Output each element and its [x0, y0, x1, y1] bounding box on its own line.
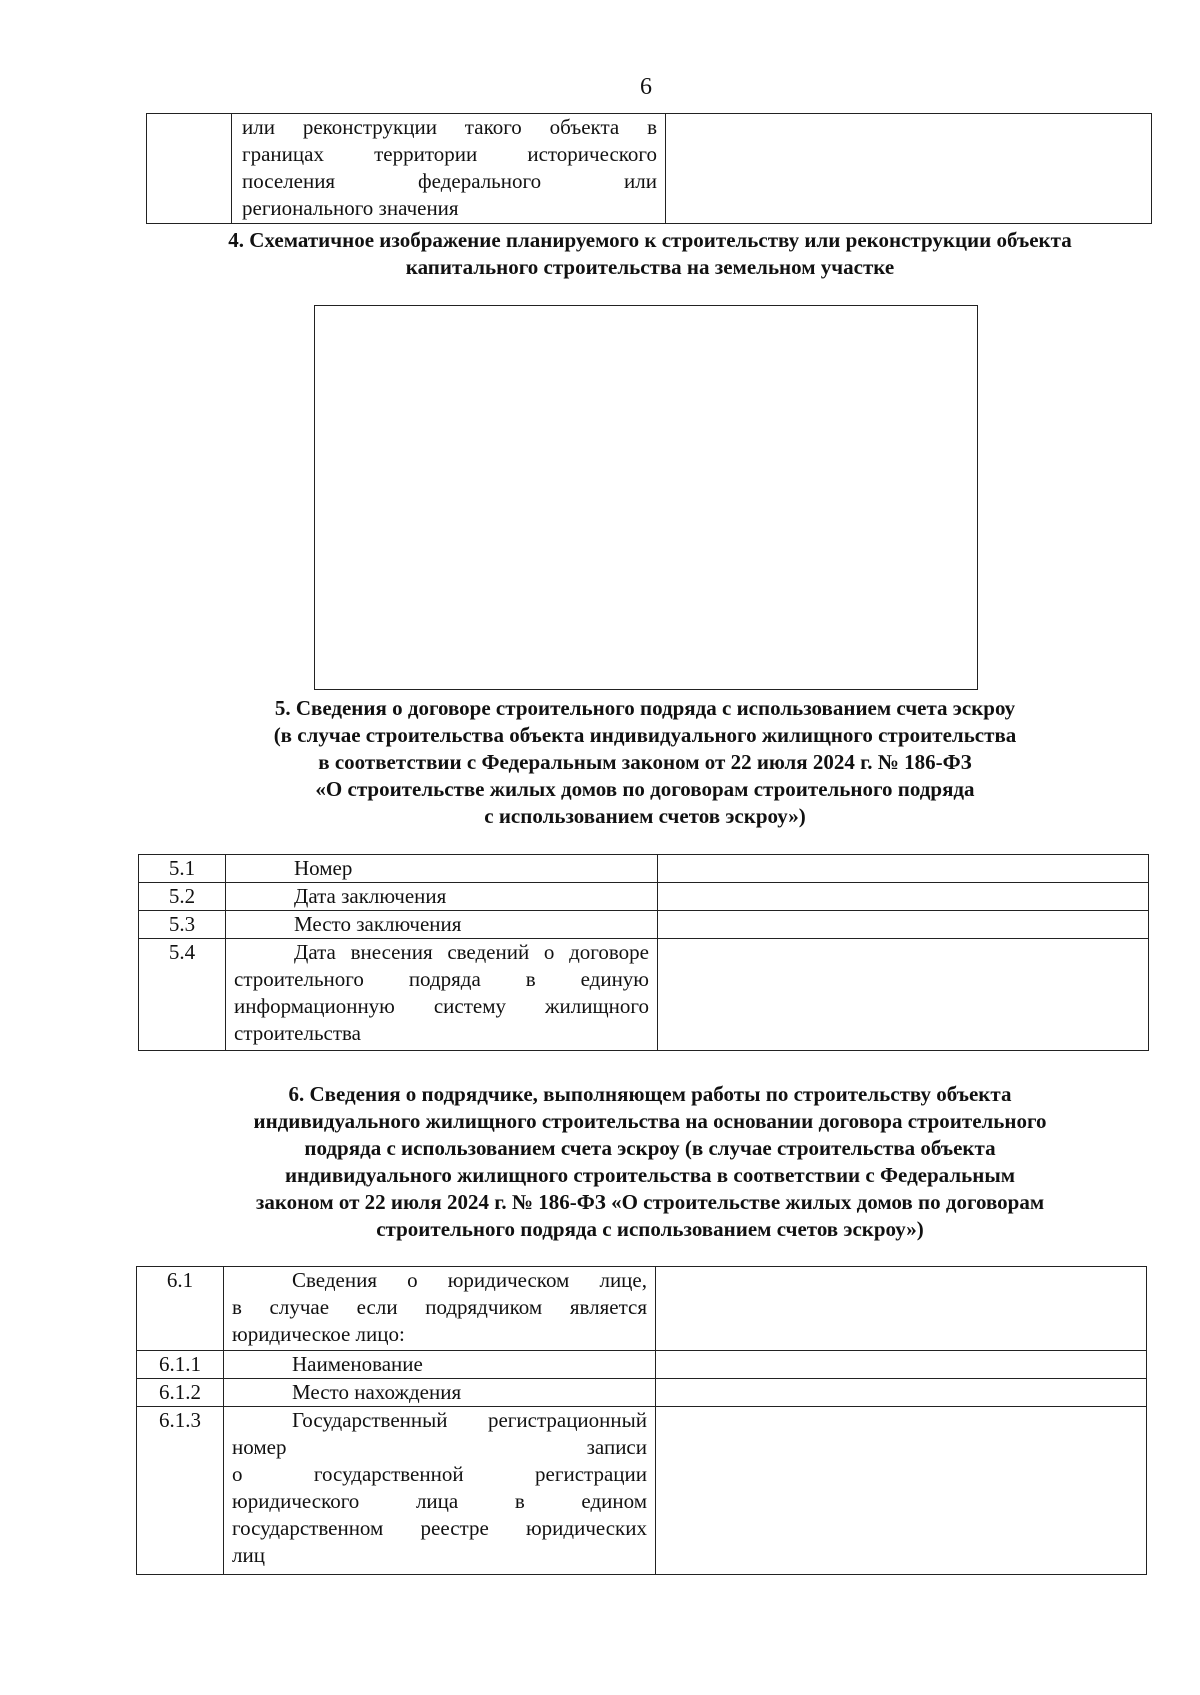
label-line: государственном реестре юридических: [232, 1516, 647, 1540]
section-6-title-line: 6. Сведения о подрядчике, выполняющем работы по строительству объекта: [288, 1082, 1012, 1106]
table-row: [147, 114, 1152, 224]
row-label: [232, 114, 666, 224]
row-number: 5.3: [139, 911, 226, 939]
label-line: или реконструкции такого объекта в: [242, 115, 657, 139]
row-number: [147, 114, 232, 224]
row-value[interactable]: [656, 1407, 1147, 1575]
table-row: [137, 1267, 1147, 1351]
section-6-table: [136, 1266, 1147, 1575]
row-label: Дата заключения: [226, 883, 658, 911]
label-line: юридическое лицо:: [232, 1322, 405, 1346]
section-6-heading: [170, 1081, 1130, 1243]
table-row: [139, 855, 1149, 883]
row-number: 5.1: [139, 855, 226, 883]
row-value[interactable]: [656, 1351, 1147, 1379]
section-6-title-line: индивидуального жилищного строительства на основании договора строительного: [253, 1109, 1047, 1133]
label-line: поселения федерального или: [242, 169, 657, 193]
section-4-title-line: 4. Схематичное изображение планируемого к строительству или реконструкции объекта: [228, 228, 1072, 252]
section-6-title-line: строительного подряда с использованием счетов эскроу»): [376, 1217, 924, 1241]
section-5-title-line: 5. Сведения о договоре строительного подряда с использованием счета эскроу: [274, 696, 1016, 720]
row-value[interactable]: [658, 939, 1149, 1051]
section-5-title-line: с использованием счетов эскроу»): [484, 804, 806, 828]
label-line: Сведения о юридическом лице,: [292, 1268, 647, 1292]
section-6-title-line: законом от 22 июля 2024 г. № 186-ФЗ «О строительстве жилых домов по договорам: [255, 1190, 1045, 1214]
row-label: Место нахождения: [224, 1379, 656, 1407]
label-line: о государственной регистрации: [232, 1462, 647, 1486]
label-line: строительства: [234, 1021, 362, 1045]
table-row: [139, 883, 1149, 911]
row-number: 6.1.1: [137, 1351, 224, 1379]
section-4-title-line: капитального строительства на земельном участке: [405, 255, 895, 279]
label-line: лиц: [232, 1543, 265, 1567]
page-number: 6: [640, 74, 652, 100]
label-line: информационную систему жилищного: [234, 994, 649, 1018]
row-value[interactable]: [658, 855, 1149, 883]
schematic-image-box[interactable]: [314, 305, 978, 690]
label-line: в случае если подрядчиком является: [232, 1295, 647, 1319]
row-value[interactable]: [666, 114, 1152, 224]
section-4-heading: [140, 227, 1160, 281]
label-line: Государственный регистрационный: [292, 1408, 647, 1432]
row-number: 6.1: [137, 1267, 224, 1351]
section-5-title-line: «О строительстве жилых домов по договорам строительного подряда: [315, 777, 975, 801]
label-line: юридического лица в едином: [232, 1489, 647, 1513]
row-number: 5.4: [139, 939, 226, 1051]
label-line: строительного подряда в единую: [234, 967, 649, 991]
section-5-title-line: в соответствии с Федеральным законом от 22 июля 2024 г. № 186-ФЗ: [318, 750, 972, 774]
row-value[interactable]: [656, 1267, 1147, 1351]
row-label: Номер: [226, 855, 658, 883]
row-label: Наименование: [224, 1351, 656, 1379]
table-row: [139, 911, 1149, 939]
row-label: [224, 1267, 656, 1351]
row-label: [224, 1407, 656, 1575]
label-line: границах территории исторического: [242, 142, 657, 166]
row-number: 6.1.3: [137, 1407, 224, 1575]
table-row: [137, 1379, 1147, 1407]
label-line: Дата внесения сведений о договоре: [294, 940, 649, 964]
row-label: [226, 939, 658, 1051]
row-value[interactable]: [656, 1379, 1147, 1407]
row-value[interactable]: [658, 883, 1149, 911]
top-continuation-table: [146, 113, 1152, 224]
row-number: 5.2: [139, 883, 226, 911]
label-line: регионального значения: [242, 196, 459, 220]
row-value[interactable]: [658, 911, 1149, 939]
label-line: номер записи: [232, 1435, 647, 1459]
section-5-table: [138, 854, 1149, 1051]
row-label: Место заключения: [226, 911, 658, 939]
section-6-title-line: индивидуального жилищного строительства в соответствии с Федеральным: [284, 1163, 1016, 1187]
table-row: [139, 939, 1149, 1051]
section-6-title-line: подряда с использованием счета эскроу (в случае строительства объекта: [304, 1136, 996, 1160]
row-number: 6.1.2: [137, 1379, 224, 1407]
table-row: [137, 1407, 1147, 1575]
section-5-heading: [200, 695, 1090, 830]
section-5-title-line: (в случае строительства объекта индивидуального жилищного строительства: [273, 723, 1017, 747]
table-row: [137, 1351, 1147, 1379]
